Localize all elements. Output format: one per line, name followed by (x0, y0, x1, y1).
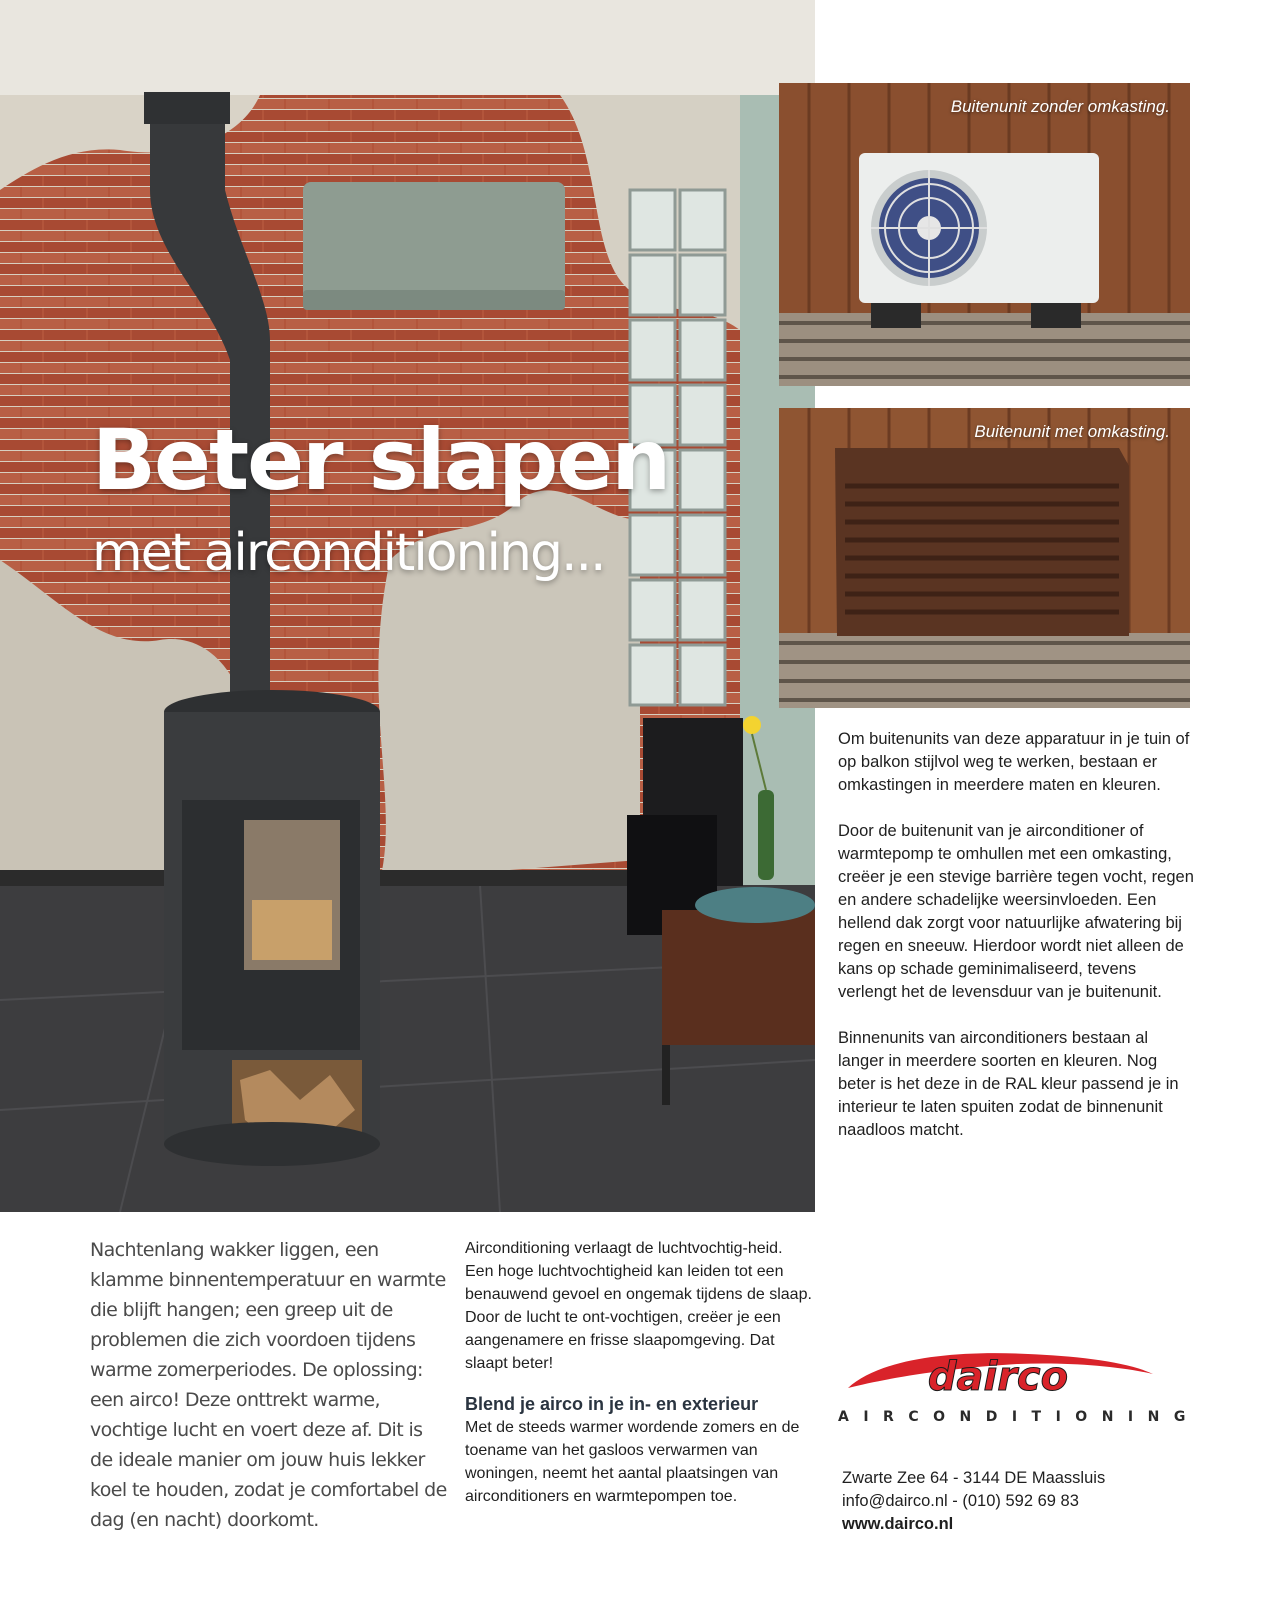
photo-outdoor-unit-covered (779, 408, 1190, 708)
paragraph: Door de buitenunit van je airconditioner of warmtepomp te omhullen met een omkasting, creëer je een stevige barrière tegen vocht, regen en andere schadelijke weersinvloeden. Een hellend dak zorgt voor natuurlijke afwatering bij regen en sneeuw. Hierdoor wordt niet alleen de kans op schade geminimaliseerd, tevens verlengt het de levensduur van je buitenunit. (838, 822, 1194, 1001)
paragraph: Om buitenunits van deze apparatuur in je tuin of op balkon stijlvol weg te werken, bestaan er omkastingen in meerdere maten en kleuren. (838, 730, 1190, 794)
outdoor-unit-illustration (779, 83, 1190, 386)
address: Zwarte Zee 64 - 3144 DE Maassluis (842, 1469, 1106, 1487)
hero-title: Beter slapen (92, 411, 670, 509)
hero-photo (0, 0, 815, 1212)
covered-unit-illustration (779, 408, 1190, 708)
hero-illustration (0, 0, 815, 1212)
photo-caption-bare: Buitenunit zonder omkasting. (950, 97, 1170, 116)
hero-subtitle: met airconditioning... (92, 523, 605, 583)
contact-block (842, 1467, 1182, 1536)
brand-tagline: AIRCONDITIONING (838, 1409, 1200, 1425)
dairco-logo (838, 1340, 1158, 1400)
brand-logo-text: dairco (927, 1354, 1069, 1400)
section-heading: Blend je airco in je in- en exterieur (465, 1394, 759, 1414)
paragraph: Airconditioning verlaagt de luchtvochtig-heid. Een hoge luchtvochtigheid kan leiden tot een benauwend gevoel en ongemak tijdens de slaap. Door de lucht te ont-vochtigen, creëer je een aangenamere en frisse slaapomgeving. Dat slaapt beter! (465, 1240, 812, 1372)
brand-block (838, 1340, 1200, 1425)
paragraph: Met de steeds warmer wordende zomers en de toename van het gasloos verwarmen van woningen, neemt het aantal plaatsingen van airconditioners en warmtepompen toe. (465, 1419, 800, 1505)
middle-column (465, 1237, 815, 1508)
photo-outdoor-unit-bare (779, 83, 1190, 386)
photo-caption-covered: Buitenunit met omkasting. (974, 422, 1170, 441)
website-link[interactable]: www.dairco.nl (842, 1515, 954, 1533)
email-phone: info@dairco.nl - (010) 592 69 83 (842, 1492, 1079, 1510)
right-column (838, 728, 1198, 1165)
paragraph: Binnenunits van airconditioners bestaan al langer in meerdere soorten en kleuren. Nog beter is het deze in de RAL kleur passend je in interieur te laten spuiten zodat de binnenunit naadloos matcht. (838, 1029, 1179, 1139)
intro-text: Nachtenlang wakker liggen, een klamme binnentemperatuur en warmte die blijft hangen; een greep uit de problemen die zich voordoen tijdens warme zomerperiodes. De oplossing: een airco! Deze onttrekt warme, vochtige lucht en voert deze af. Dit is de ideale manier om jouw huis lekker koel te houden, zodat je comfortabel de dag (en nacht) doorkomt. (90, 1239, 447, 1531)
